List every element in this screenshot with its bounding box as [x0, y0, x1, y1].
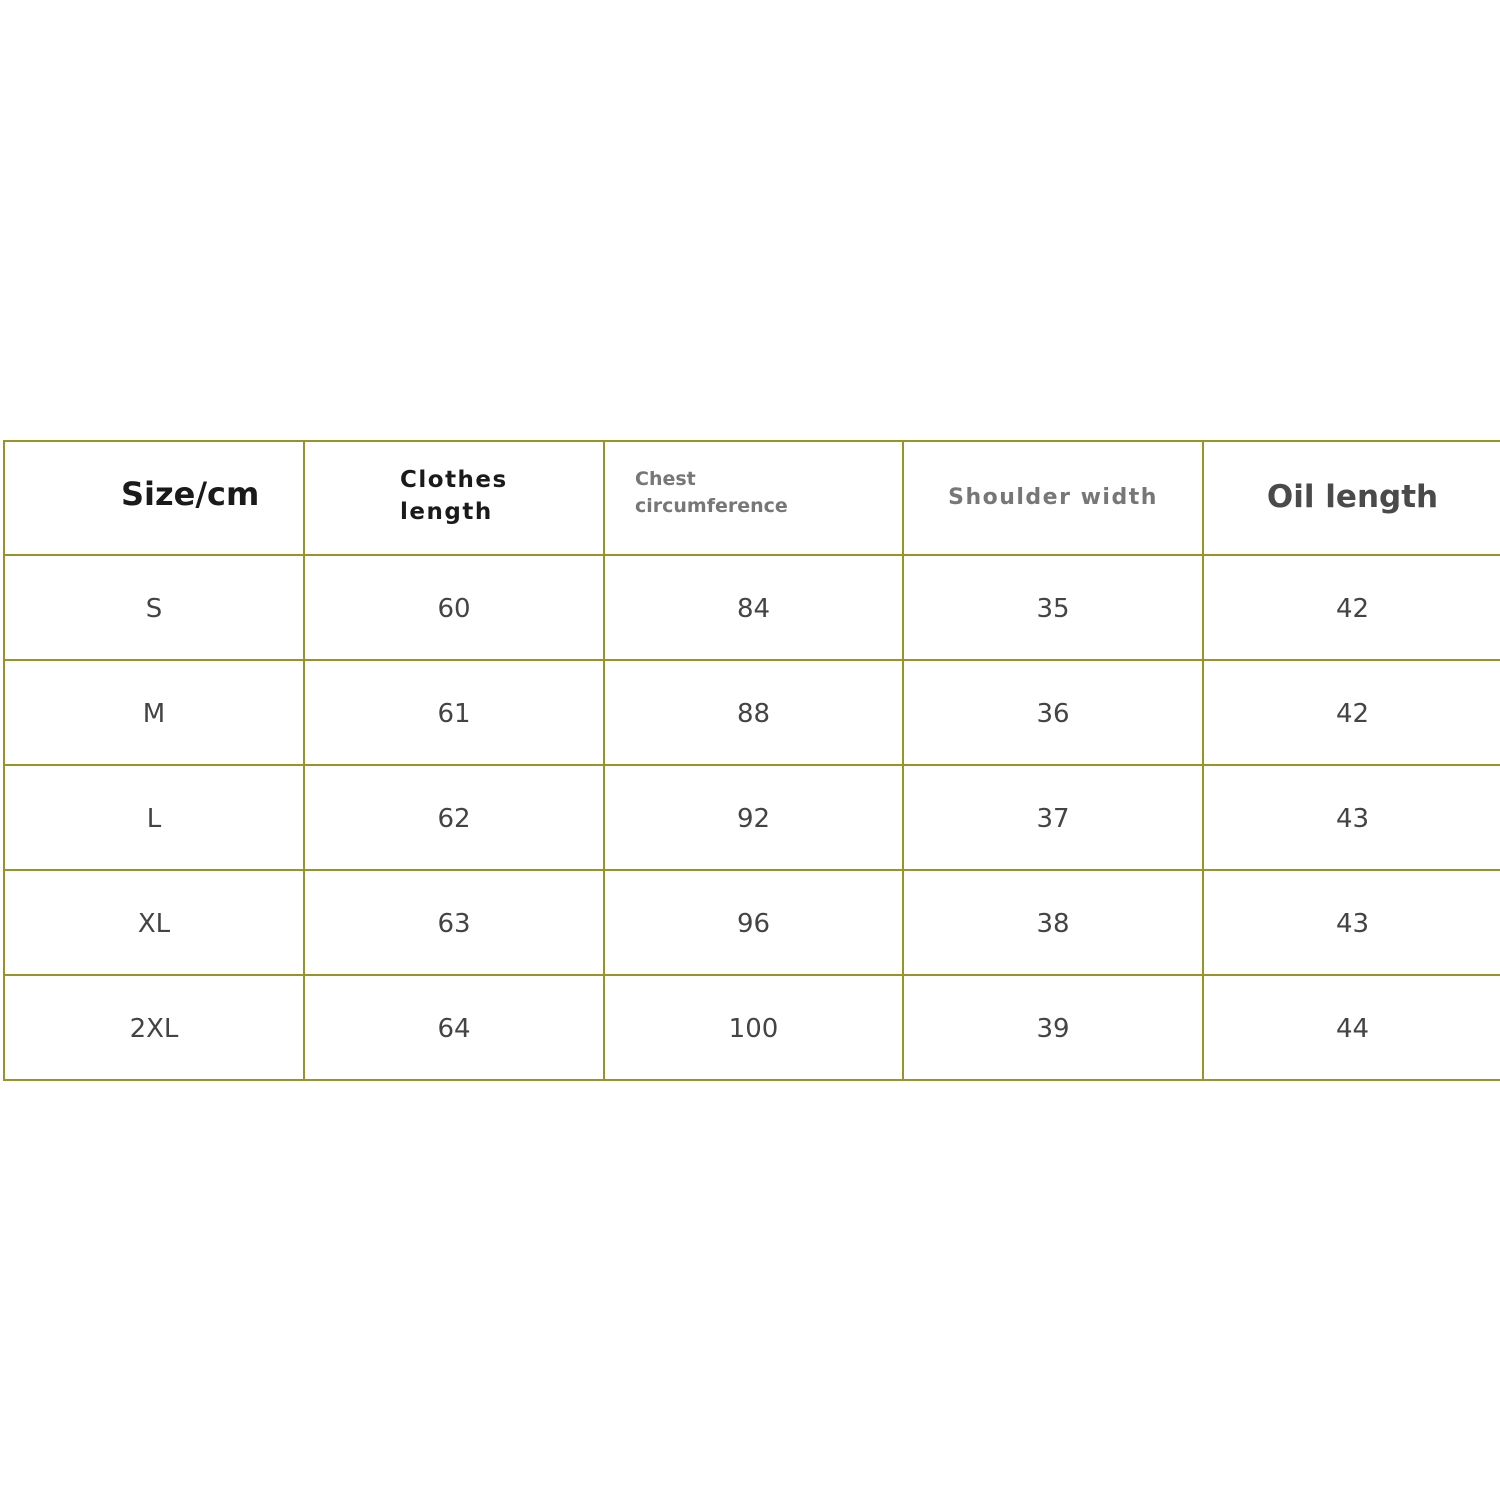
- cell-clothes-length: 61: [304, 660, 604, 765]
- table-row: [4, 555, 1500, 660]
- cell-clothes-length: 60: [304, 555, 604, 660]
- header-shoulder-width: Shoulder width: [903, 441, 1203, 555]
- table-row: [4, 660, 1500, 765]
- header-clothes-length-line2: length: [400, 499, 493, 525]
- cell-chest: 84: [604, 555, 903, 660]
- cell-chest: 92: [604, 765, 903, 870]
- size-chart-table: [3, 440, 1500, 1081]
- cell-chest: 88: [604, 660, 903, 765]
- cell-size: XL: [4, 870, 304, 975]
- cell-clothes-length: 64: [304, 975, 604, 1080]
- cell-oil-length: 44: [1203, 975, 1500, 1080]
- cell-oil-length: 43: [1203, 870, 1500, 975]
- cell-size: M: [4, 660, 304, 765]
- header-chest-circumference: [604, 441, 903, 555]
- header-chest-line2: circumference: [635, 495, 788, 517]
- cell-size: S: [4, 555, 304, 660]
- cell-chest: 100: [604, 975, 903, 1080]
- cell-oil-length: 43: [1203, 765, 1500, 870]
- cell-shoulder: 36: [903, 660, 1203, 765]
- header-clothes-length-line1: Clothes: [400, 467, 508, 493]
- cell-shoulder: 37: [903, 765, 1203, 870]
- table-row: [4, 975, 1500, 1080]
- cell-size: 2XL: [4, 975, 304, 1080]
- cell-size: L: [4, 765, 304, 870]
- header-oil-length: Oil length: [1203, 441, 1500, 555]
- header-chest-line1: Chest: [635, 468, 696, 490]
- cell-clothes-length: 63: [304, 870, 604, 975]
- table-row: [4, 765, 1500, 870]
- header-size: Size/cm: [4, 441, 304, 555]
- cell-shoulder: 39: [903, 975, 1203, 1080]
- cell-oil-length: 42: [1203, 555, 1500, 660]
- header-row: [4, 441, 1500, 555]
- table-row: [4, 870, 1500, 975]
- cell-shoulder: 38: [903, 870, 1203, 975]
- cell-clothes-length: 62: [304, 765, 604, 870]
- cell-shoulder: 35: [903, 555, 1203, 660]
- cell-chest: 96: [604, 870, 903, 975]
- cell-oil-length: 42: [1203, 660, 1500, 765]
- header-clothes-length: [304, 441, 604, 555]
